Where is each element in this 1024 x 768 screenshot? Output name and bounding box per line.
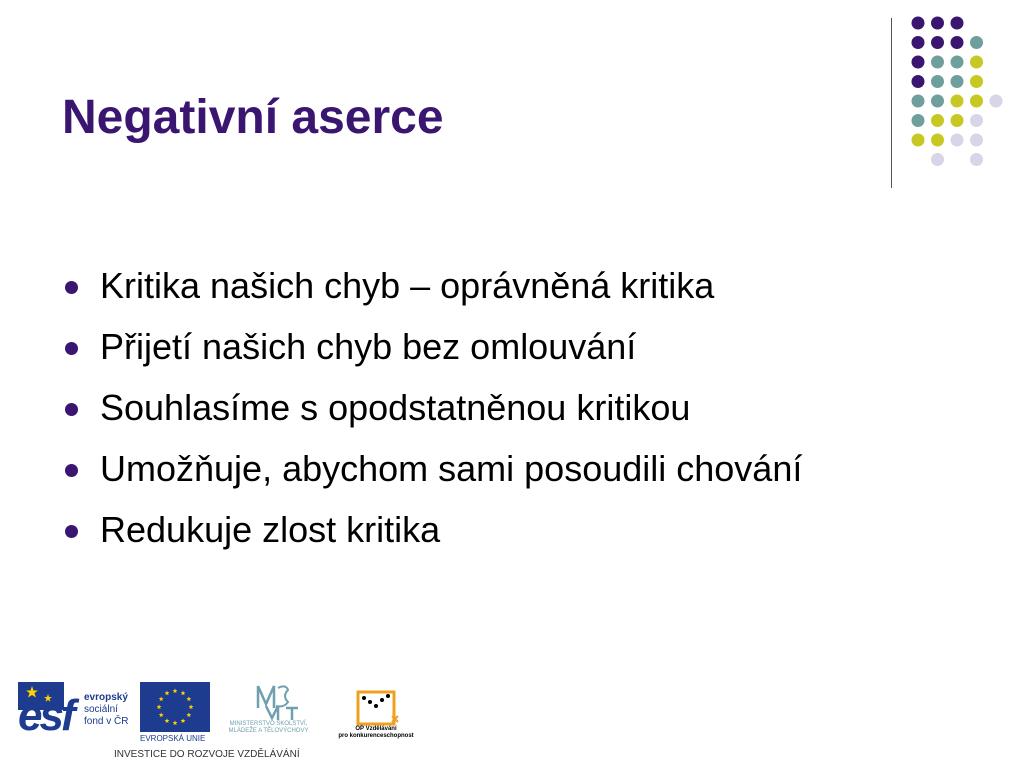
bullet-dot-icon (65, 342, 78, 355)
op-label-line: OP Vzdělávání (355, 726, 397, 732)
decorative-dot (931, 153, 944, 166)
esf-text-line: evropský (84, 692, 128, 703)
bullet-item (62, 506, 802, 567)
esf-letters: esf (18, 691, 73, 740)
bullet-item (62, 384, 802, 445)
decorative-dot (931, 114, 944, 127)
decorative-dot (970, 114, 983, 127)
bullet-item (62, 262, 802, 323)
bullet-text: Souhlasíme s opodstatněnou kritikou (100, 387, 691, 428)
bullet-dot-icon (65, 525, 78, 538)
decorative-dot (912, 36, 925, 49)
bullet-item (62, 323, 802, 384)
op-logo-icon (352, 686, 404, 730)
eu-flag-icon (140, 682, 210, 732)
decorative-dot (931, 17, 944, 30)
decorative-dot (931, 95, 944, 108)
bullet-item (62, 445, 802, 506)
bullet-dot-icon (65, 464, 78, 477)
decorative-dot (970, 56, 983, 69)
decorative-dot (990, 95, 1003, 108)
bullet-text: Přijetí našich chyb bez omlouvání (100, 326, 637, 367)
decorative-dot (912, 95, 925, 108)
decorative-dot (970, 36, 983, 49)
bullet-text: Kritika našich chyb – oprávněná kritika (100, 265, 715, 306)
msmt-label (216, 721, 321, 735)
vertical-divider-line (891, 18, 892, 188)
slide-title: Negativní aserce (62, 91, 444, 144)
decorative-dot (951, 17, 964, 30)
decorative-dot (951, 75, 964, 88)
decorative-dot (951, 114, 964, 127)
bullet-text: Redukuje zlost kritika (100, 509, 441, 550)
decorative-dot (970, 153, 983, 166)
msmt-label-line: MLÁDEŽE A TĚLOVÝCHOVY (228, 728, 309, 734)
decorative-dot (951, 56, 964, 69)
op-label-line: pro konkurenceschopnost (338, 733, 414, 739)
bullet-list (62, 262, 802, 567)
esf-text-line: sociální (84, 704, 118, 715)
eu-label: EVROPSKÁ UNIE (140, 734, 206, 743)
investice-slogan: INVESTICE DO ROZVOJE VZDĚLÁVÁNÍ (114, 749, 300, 760)
decorative-dot (970, 134, 983, 147)
decorative-dot (912, 114, 925, 127)
decorative-dot (951, 36, 964, 49)
decorative-dot (912, 17, 925, 30)
esf-logo (16, 680, 136, 742)
footer-logo-bar (16, 680, 416, 765)
decorative-dot (970, 95, 983, 108)
decorative-dot (931, 75, 944, 88)
decorative-dot (931, 134, 944, 147)
decorative-dot (931, 36, 944, 49)
op-label (336, 726, 416, 740)
decorative-dot (951, 95, 964, 108)
decorative-dot (912, 75, 925, 88)
bullet-dot-icon (65, 403, 78, 416)
msmt-label-line: MINISTERSTVO ŠKOLSTVÍ, (229, 721, 308, 727)
decorative-dot (912, 134, 925, 147)
decorative-dot (970, 75, 983, 88)
esf-text-line: fond v ČR (84, 716, 129, 727)
bullet-text: Umožňuje, abychom sami posoudili chování (100, 448, 803, 489)
esf-text (84, 692, 128, 728)
decorative-dot (951, 134, 964, 147)
decorative-dot (912, 56, 925, 69)
bullet-dot-icon (65, 281, 78, 294)
decorative-dot (931, 56, 944, 69)
